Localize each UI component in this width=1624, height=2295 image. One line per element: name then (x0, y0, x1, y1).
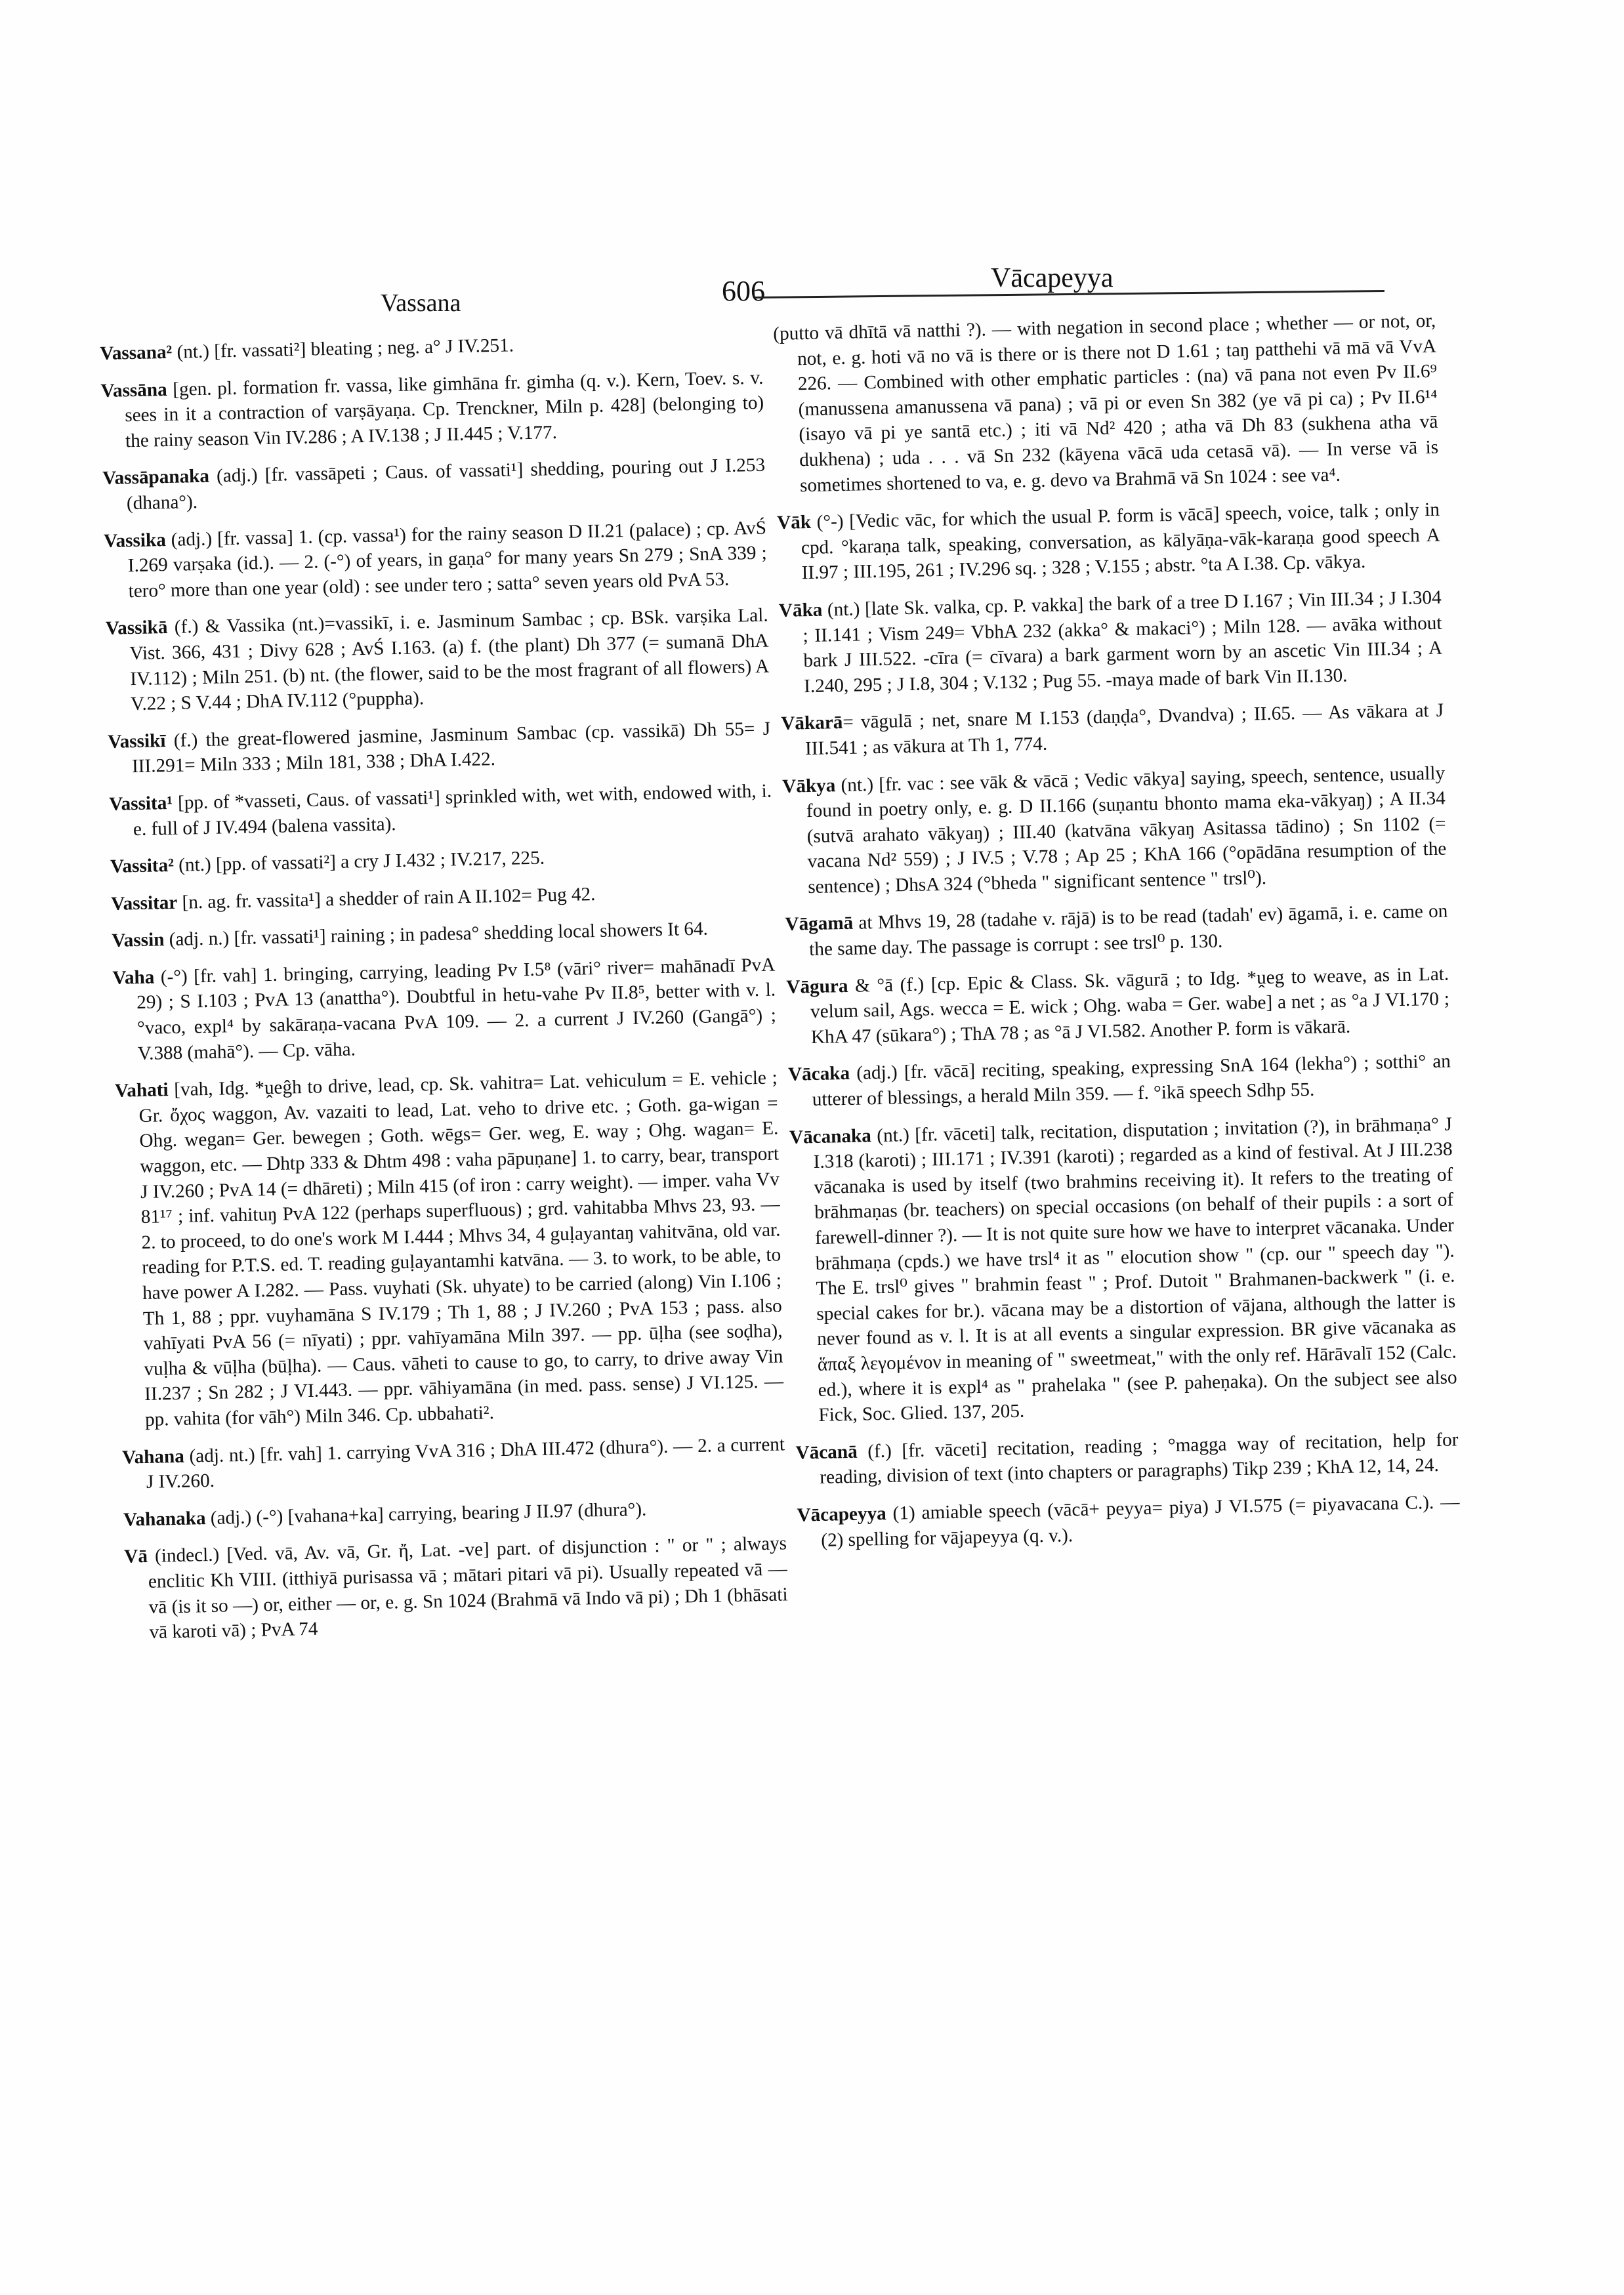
left-guide-word: Vassana (381, 289, 461, 317)
dictionary-entry (112, 952, 777, 1067)
dictionary-entry (108, 716, 771, 779)
dictionary-entry (100, 328, 763, 367)
entry-headword: Vāgura (786, 975, 848, 998)
dictionary-entry (110, 841, 774, 880)
entry-definition: [n. ag. fr. vassita¹] a shedder of rain A II.102= Pug 42. (177, 883, 596, 913)
dictionary-entry (109, 778, 772, 842)
entry-definition: (adj.) [fr. vācā] reciting, speaking, expressing SnA 164 (lekha°) ; sotthi° an utterer of blessings, a herald Miln 359. — f. °ikā speech Sdhp 55. (812, 1050, 1451, 1111)
dictionary-entry (102, 453, 766, 516)
entry-headword: Vācaka (787, 1063, 850, 1086)
entry-definition: (f.) & Vassika (nt.)=vassikī, i. e. Jasminum Sambac ; cp. BSk. varṣika Lal. Vist. 366, 431 ; Divy 628 ; AvŚ I.163. (a) f. (the plant) Dh 377 (= sumanā DhA IV.112) ; Miln 251. (b) nt. (the flower, said to be the most fragrant of all flowers) A V.22 ; S V.44 ; DhA IV.112 (°puppha). (129, 604, 770, 715)
entry-definition: at Mhvs 19, 28 (tadahe v. rājā) is to be read (tadah' ev) āgamā, i. e. came on the same day. The passage is corrupt : see trsl⁰ p. 130. (808, 901, 1448, 961)
entry-definition: (putto vā dhītā vā natthi ?). — with negation in second place ; whether — or not, or, not, e. g. hoti vā no vā is there or is there not D 1.61 ; taŋ patthehi vā mā vā VvA 226. — Combined with other emphatic particles : (na) vā pana not even Pv II.6⁹ (manussena amanussena vā pana) ; vā pi or even Sn 382 (ye vā pi ca) ; Pv II.6¹⁴ (isayo vā pi ye santā etc.) ; iti vā Nd² 420 ; atha vā Dh 83 (sukhena atha vā dukhena) ; uda . . . vā Sn 232 (kāyena vācā uda cetasā vā). — In verse vā is sometimes shortened to va, e. g. devo va Brahmā vā Sn 1024 : see va⁴. (773, 310, 1439, 496)
entry-headword: Vassitar (110, 892, 178, 915)
entry-headword: Vassāpanaka (102, 466, 210, 489)
dictionary-entry (123, 1494, 787, 1533)
entry-headword: Vācapeyya (797, 1502, 887, 1526)
entry-headword: Vā (123, 1546, 148, 1567)
entry-definition: [pp. of *vasseti, Caus. of vassati¹] sprinkled with, wet with, endowed with, i. e. full of J IV.494 (balena vassita). (133, 780, 772, 840)
left-column (100, 328, 789, 1658)
entry-definition: (f.) [fr. vāceti] recitation, reading ; °magga way of recitation, help for reading, division of text (into chapters or paragraphs) Tikp 239 ; KhA 12, 14, 24. (820, 1429, 1459, 1489)
entry-headword: Vākya (781, 774, 836, 797)
entry-definition: [gen. pl. formation fr. vassa, like gimhāna fr. gimha (q. v.). Kern, Toev. s. v. sees in it a contraction of varṣāyaṇa. Cp. Trenckner, Miln p. 428] (belonging to) the rainy season Vin IV.286 ; A IV.138 ; J II.445 ; V.177. (124, 367, 764, 452)
entry-headword: Vāgamā (785, 913, 854, 936)
dictionary-entry (778, 585, 1443, 700)
dictionary-entry (112, 915, 775, 954)
entry-headword: Vākarā (780, 712, 843, 735)
entry-definition: [vah, Idg. *ṷeĝh to drive, lead, cp. Sk. vahitra= Lat. vehiculum = E. vehicle ; Gr. ὄχος waggon, Av. vazaiti to lead, Lat. veho to drive etc. ; Goth. ga-wigan = Ohg. wegan= Ger. bewegen ; Goth. wēgs= Ger. weg, E. way ; Ohg. wagan= E. waggon, etc. — Dhtp 333 & Dhtm 498 : vaha pāpuṇane] 1. to carry, bear, transport J IV.260 ; PvA 14 (= dhāreti) ; Miln 415 (of iron : carry weight). — imper. vaha Vv 81¹⁷ ; inf. vahituŋ PvA 122 (perhaps superfluous) ; grd. vahitabba Mhvs 23, 93. — 2. to proceed, to do one's work M I.444 ; Mhvs 34, 4 guḷayantaŋ vahitvāna, old var. reading for P.T.S. ed. T. reading guḷayantamhi katvāna. — 3. to work, to be able, to have power A I.282. — Pass. vuyhati (Sk. uhyate) to be carried (along) Vin I.106 ; Th 1, 88 ; ppr. vuyhamāna S IV.179 ; Th 1, 88 ; J IV.260 ; PvA 153 ; pass. also vahīyati PvA 56 (= nīyati) ; ppr. vahīyamāna Miln 397. — pp. ūḷha (see soḍha), vuḷha & vūḷha (būḷha). — Caus. vāheti to cause to go, to carry, to drive away Vin II.237 ; Sn 282 ; J VI.443. — ppr. vāhiyamāna (in med. pass. sense) J VI.125. — pp. vahita (for vāh°) Miln 346. Cp. ubbahati². (138, 1067, 784, 1430)
dictionary-entry (122, 1432, 785, 1495)
entry-headword: Vahana (121, 1445, 185, 1468)
entry-headword: Vassāna (100, 379, 167, 402)
entry-headword: Vahanaka (123, 1507, 206, 1531)
entry-headword: Vahati (114, 1079, 169, 1102)
entry-definition: (°-) [Vedic vāc, for which the usual P. form is vācā] speech, voice, talk ; only in cpd. °karaṇa talk, speaking, conversation, as kālyāṇa-vāk-karaṇa good speech A II.97 ; III.195, 261 ; IV.296 sq. ; 328 ; V.155 ; abstr. °ta A I.38. Cp. vākya. (801, 499, 1441, 584)
entry-definition: (1) amiable speech (vācā+ peyya= piya) J VI.575 (= piyavacana C.). — (2) spelling for vājapeyya (q. v.). (820, 1491, 1460, 1551)
entry-headword: Vassikā (105, 617, 168, 640)
entry-headword: Vassin (112, 929, 165, 952)
entry-definition: (nt.) [pp. of vassati²] a cry J I.432 ; IV.217, 225. (173, 847, 545, 876)
entry-definition: (nt.) [fr. vac : see vāk & vācā ; Vedic vākya] saying, speech, sentence, usually found in poetry only, e. g. D II.166 (suṇantu bhonto mama eka-vākyaŋ) ; A II.34 (sutvā arahato vākyaŋ) ; III.40 (katvāna vākyaŋ Asitassa tādino) ; Sn 1102 (= vacana Nd² 559) ; J IV.5 ; V.78 ; Ap 25 ; KhA 166 (°opādāna resumption of the sentence) ; DhsA 324 (°bheda " significant sentence " trsl⁰). (806, 762, 1447, 898)
entry-definition: (nt.) [fr. vassati²] bleating ; neg. a° J IV.251. (171, 335, 514, 363)
right-guide-word: Vācapeyya (991, 263, 1114, 293)
entry-definition: (f.) the great-flowered jasmine, Jasminum Sambac (cp. vassikā) Dh 55= J III.291= Miln 333 ; Miln 181, 338 ; DhA I.422. (131, 718, 771, 777)
dictionary-entry (777, 497, 1441, 587)
dictionary-entry (789, 1111, 1458, 1428)
dictionary-entry (782, 760, 1447, 900)
entry-definition: = vāgulā ; net, snare M I.153 (daṇḍa°, Dvandva) ; II.65. — As vākara at J III.541 ; as vākura at Th 1, 774. (804, 699, 1444, 760)
dictionary-entry (795, 1427, 1459, 1491)
dictionary-entry (100, 365, 764, 454)
entry-definition: (adj.) [fr. vassa] 1. (cp. vassa¹) for the rainy season D II.21 (palace) ; cp. AvŚ I.269 varṣaka (id.). — 2. (-°) of years, in gaṇa° for many years Sn 279 ; SnA 339 ; tero° more than one year (old) : see under tero ; satta° seven years old PvA 53. (127, 517, 768, 602)
entry-headword: Vācanā (795, 1441, 858, 1464)
entry-definition: (nt.) [late Sk. valka, cp. P. vakka] the bark of a tree D I.167 ; Vin III.34 ; J I.304 ; II.141 ; Vism 249= VbhA 232 (akka° & makaci°) ; Miln 128. — avāka without bark J III.522. -cīra (= cīvara) a bark garment worn by an ascetic Vin III.34 ; A I.240, 295 ; J I.8, 304 ; V.132 ; Pug 55. -maya made of bark Vin II.130. (802, 587, 1443, 697)
entry-headword: Vācanaka (789, 1125, 872, 1148)
entry-headword: Vaha (112, 966, 155, 989)
right-column (773, 308, 1461, 1565)
dictionary-entry (781, 698, 1444, 762)
entry-definition: (adj. nt.) [fr. vah] 1. carrying VvA 316 ; DhA III.472 (dhura°). — 2. a current J IV.260. (146, 1433, 785, 1493)
entry-headword: Vassita² (110, 854, 175, 877)
dictionary-entry (797, 1489, 1460, 1553)
entry-headword: Vāka (778, 599, 823, 621)
dictionary-entry (104, 515, 768, 604)
entry-headword: Vassita¹ (108, 792, 173, 815)
entry-definition: (adj.) [fr. vassāpeti ; Caus. of vassati¹] shedding, pouring out J I.253 (dhana°). (126, 455, 766, 514)
entry-definition: & °ā (f.) [cp. Epic & Class. Sk. vāgurā ; to Idg. *ṷeg to weave, as in Lat. velum sail, Ags. wecca = E. wick ; Ohg. waba = Ger. wabe] a net ; as °a J VI.170 ; KhA 47 (sūkara°) ; ThA 78 ; as °ā J VI.582. Another P. form is vākarā. (810, 963, 1450, 1048)
dictionary-entry (124, 1531, 789, 1646)
entry-headword: Vāk (776, 512, 812, 534)
dictionary-entry (115, 1065, 785, 1433)
page-number: 606 (722, 275, 765, 307)
dictionary-entry (788, 1049, 1451, 1113)
dictionary-entry (111, 878, 774, 917)
entry-headword: Vassana² (100, 341, 173, 364)
entry-headword: Vassika (103, 529, 167, 552)
entry-definition: (adj.) (-°) [vahana+ka] carrying, bearing J II.97 (dhura°). (205, 1499, 647, 1529)
dictionary-entry (773, 308, 1439, 499)
entry-definition: (nt.) [fr. vāceti] talk, recitation, disputation ; invitation (?), in brāhmaṇa° J I.318 (karoti) ; III.171 ; IV.391 (karoti) ; regarded as a kind of festival. At J III.238 vācanaka is used by itself (two brahmins receiving it). It refers to the treating of brāhmaṇas (br. teachers) on special occasions (on behalf of their pupils : a sort of farewell-dinner ?). — It is not quite sure how we have to interpret vācanaka. Under brāhmaṇa (cpds.) we have trsl⁴ it as " elocution show " (cp. our " speech day "). The E. trsl⁰ gives " brahmin feast " ; Prof. Dutoit " Brahmanen-backwerk " (i. e. special cakes for br.). vācana may be a distortion of vājana, although the latter is never found as v. l. It is at all events a singular expression. BR give vācanaka as ἅπαξ λεγομένον in meaning of " sweetmeat," with the only ref. Hārāvalī 152 (Calc. ed.), where it is expl⁴ as " prahelaka " (see P. paheṇaka). On the subject see also Fick, Soc. Glied. 137, 205. (813, 1113, 1457, 1426)
entry-headword: Vassikī (107, 730, 166, 753)
entry-definition: (adj. n.) [fr. vassati¹] raining ; in padesa° shedding local showers It 64. (164, 918, 709, 951)
entry-definition: (-°) [fr. vah] 1. bringing, carrying, leading Pv I.5⁸ (vāri° river= mahānadī PvA 29) ; S I.103 ; PvA 13 (anattha°). Doubtful in hetu-vahe Pv II.8⁵, better with v. l. °vaco, expl⁴ by sakāraṇa-vacana PvA 109. — 2. a current J IV.260 (Gangā°) ; V.388 (mahā°). — Cp. vāha. (136, 954, 777, 1064)
dictionary-entry (105, 603, 770, 718)
entry-definition: (indecl.) [Ved. vā, Av. vā, Gr. ἤ, Lat. -ve] part. of disjunction : " or " ; always enclitic Kh VIII. (itthiyā purisassa vā ; mātari pitari vā pi). Usually repeated vā — vā (is it so —) or, either — or, e. g. Sn 1024 (Brahmā vā Indo vā pi) ; Dh 1 (bhāsati vā karoti vā) ; PvA 74 (147, 1533, 788, 1644)
dictionary-entry (786, 961, 1450, 1050)
dictionary-entry (785, 899, 1448, 962)
